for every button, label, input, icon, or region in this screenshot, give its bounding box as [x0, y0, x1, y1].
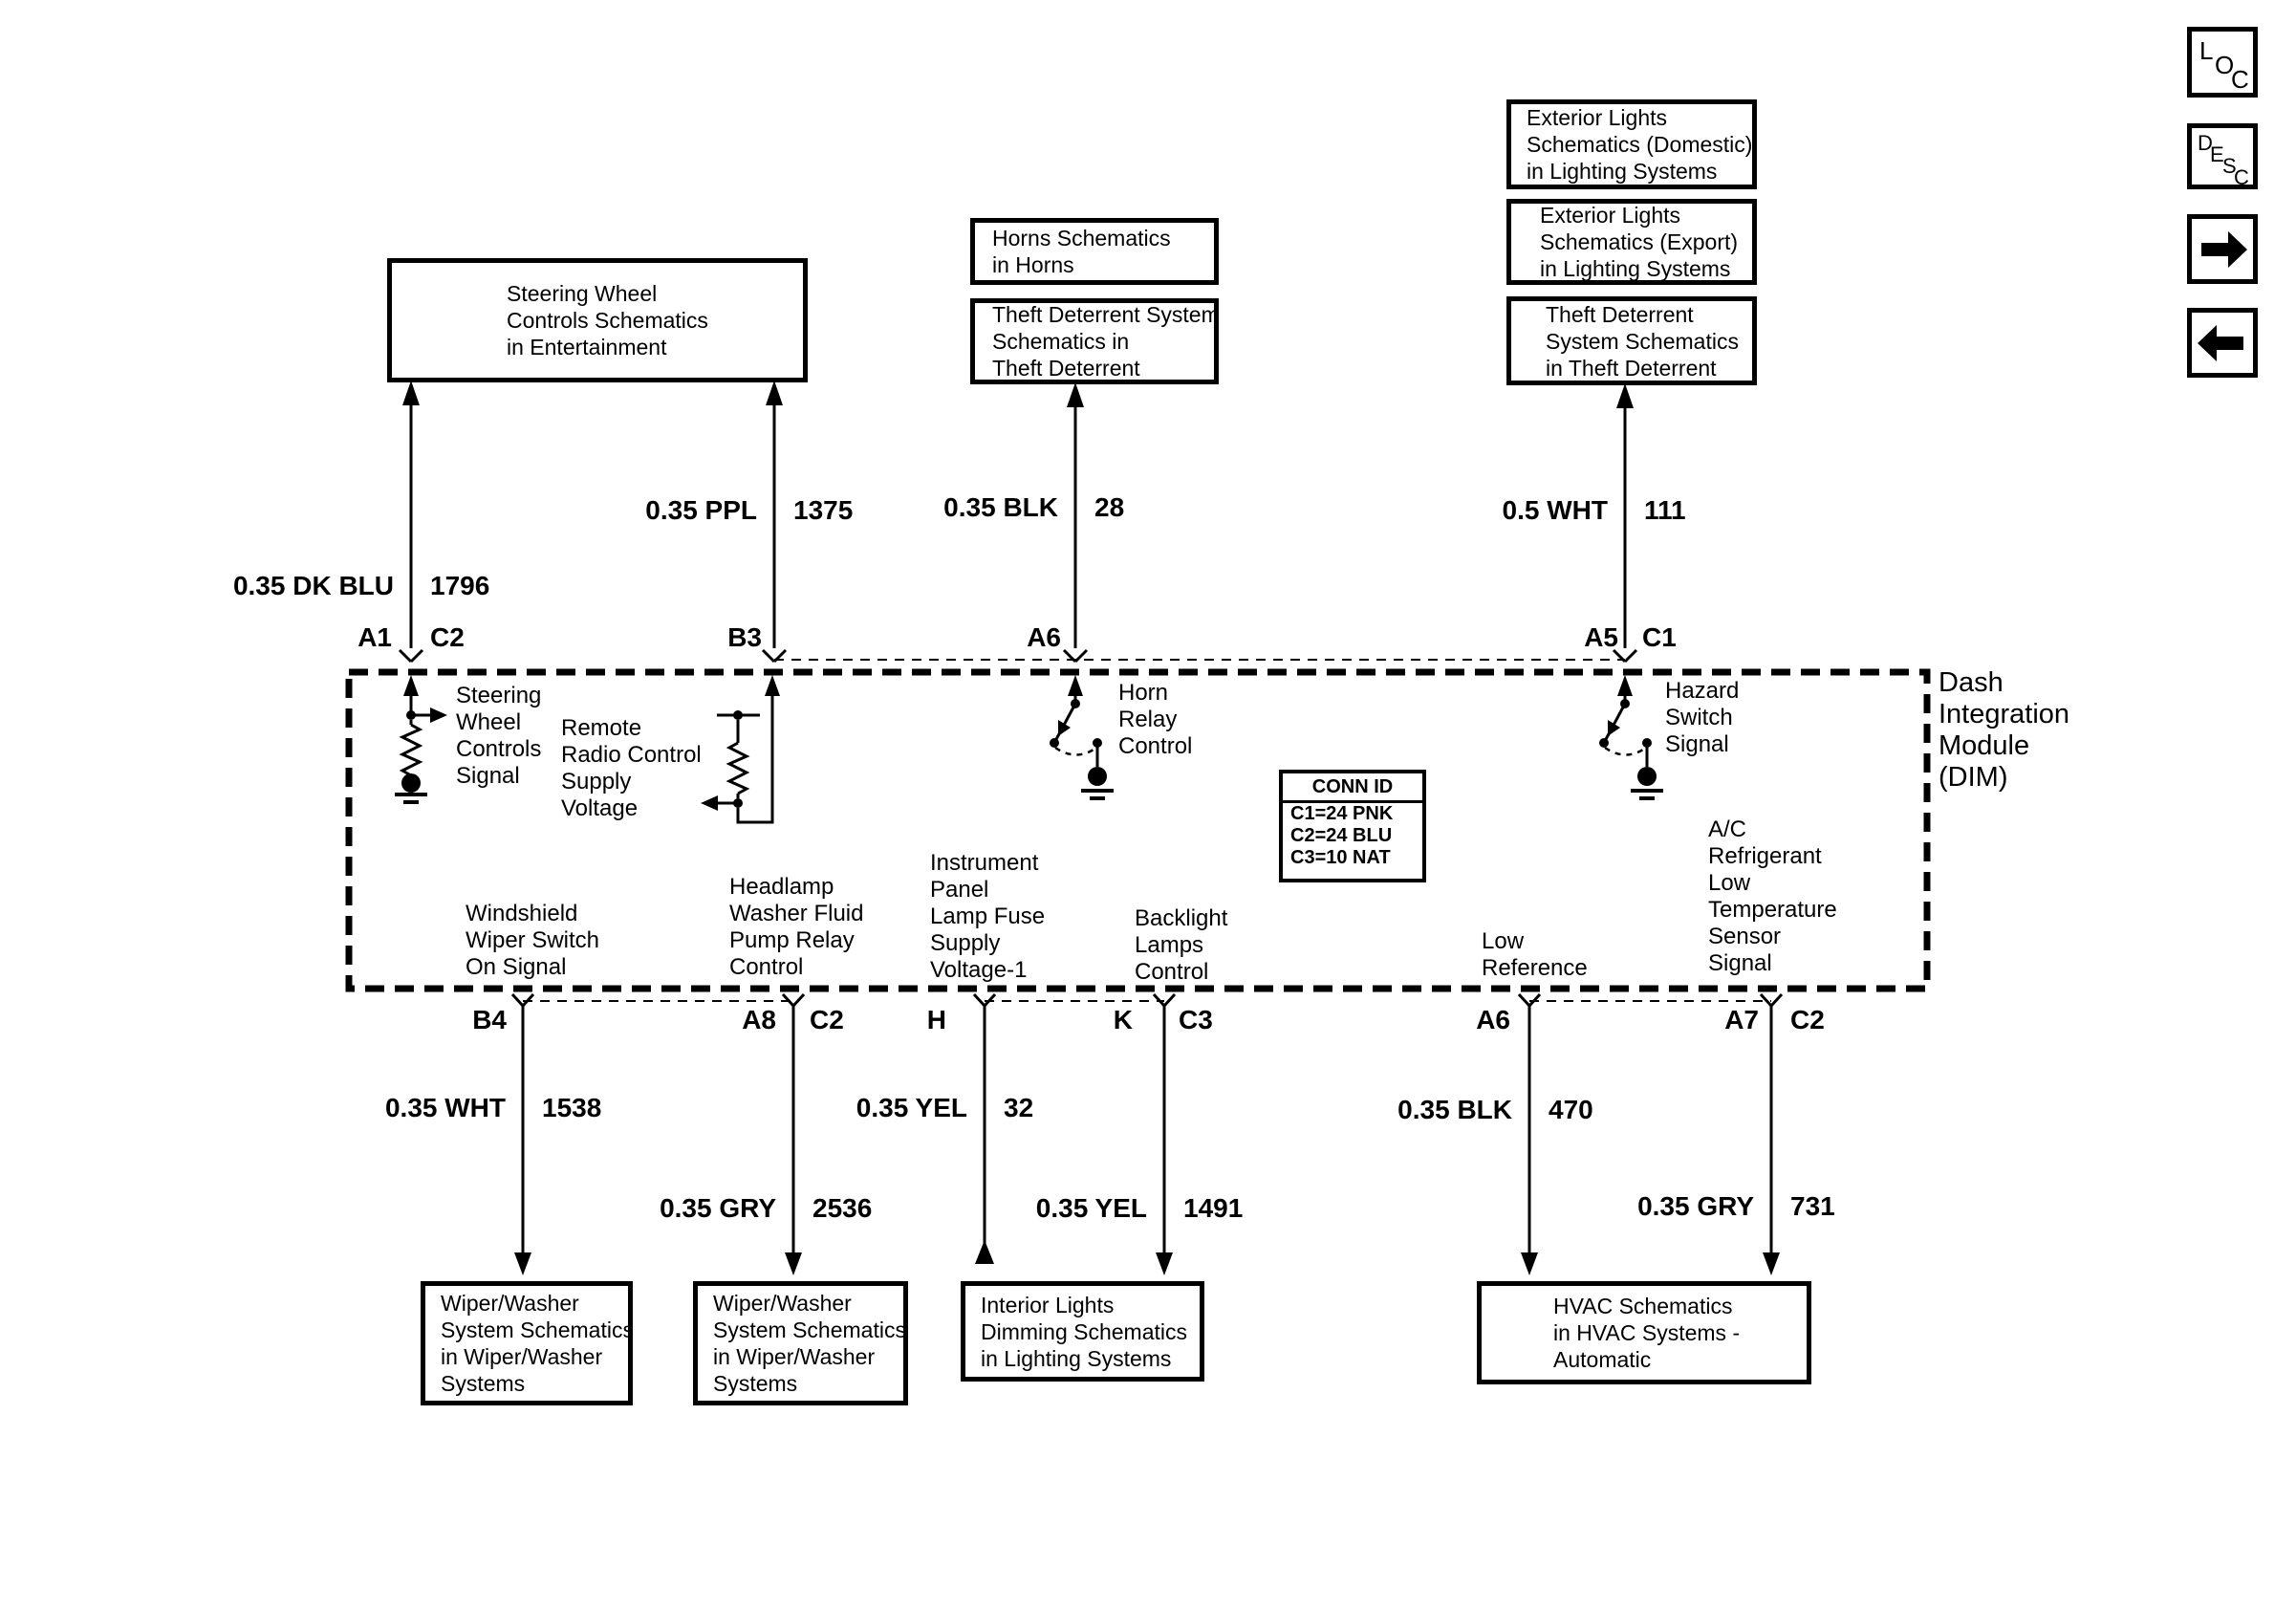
line: Controls Schematics	[507, 308, 708, 333]
line: Relay	[1118, 707, 1178, 732]
line: Low	[1482, 928, 1525, 954]
line: HVAC Schematics	[1553, 1294, 1733, 1318]
signal-label-remote-radio	[561, 715, 702, 822]
pin-label-a1: A1	[357, 622, 392, 652]
loc-button[interactable]	[2187, 27, 2258, 98]
wire-circuit-label: 1796	[430, 571, 490, 600]
signal-label-headlamp	[729, 874, 863, 981]
line: Low	[1708, 870, 1751, 896]
line: Horns Schematics	[992, 226, 1171, 250]
line: Systems	[713, 1371, 798, 1396]
previous-page-button[interactable]	[2187, 308, 2258, 378]
line: Pump Relay	[729, 927, 855, 953]
line: Panel	[930, 877, 989, 903]
junction-dot-remote-top	[733, 710, 743, 720]
wire-circuit-label: 1538	[542, 1093, 602, 1122]
pin-label-b4: B4	[472, 1005, 507, 1034]
horn-switch-dot-top	[1071, 699, 1080, 708]
wire-circuit-label: 111	[1644, 495, 1686, 525]
line: Schematics (Domestic)	[1527, 132, 1753, 157]
line: Hazard	[1665, 678, 1740, 704]
line: Voltage	[561, 795, 639, 821]
line: Supply	[930, 930, 1001, 956]
line: Switch	[1665, 705, 1733, 730]
desc-letter: C	[2234, 165, 2249, 189]
line: Instrument	[930, 850, 1039, 876]
horn-switch-dot-right	[1093, 738, 1102, 748]
desc-letter: S	[2222, 154, 2237, 178]
line: Schematics (Export)	[1540, 229, 1739, 254]
pin-label-b3: B3	[727, 622, 762, 652]
signal-label-low-reference	[1482, 928, 1588, 982]
desc-button[interactable]	[2187, 123, 2258, 189]
ref-box-hvac[interactable]	[1477, 1281, 1811, 1384]
ref-box-interior-lights-dimming[interactable]	[961, 1281, 1204, 1382]
line: System Schematics	[713, 1317, 906, 1342]
line: Supply	[561, 769, 632, 795]
conn-id-row: C3=10 NAT	[1290, 847, 1391, 868]
arrowhead-up-theft-mid	[1067, 382, 1084, 407]
line: in Wiper/Washer	[713, 1344, 876, 1369]
conn-label-c2: C2	[430, 622, 465, 652]
ground-dot-hazard	[1637, 767, 1657, 786]
line: Wheel	[456, 709, 522, 735]
line: Wiper Switch	[466, 927, 600, 953]
arrowhead-internal-a6	[1068, 675, 1083, 696]
signal-label-instrument	[930, 850, 1045, 984]
ref-box-horns[interactable]	[970, 218, 1219, 285]
line: Dash	[1939, 667, 2004, 698]
wire-circuit-label: 28	[1094, 492, 1125, 522]
line: On Signal	[466, 954, 567, 980]
wire-circuit-label: 1375	[793, 495, 854, 525]
horn-switch-arc	[1055, 748, 1096, 755]
line: Automatic	[1553, 1347, 1652, 1372]
wire-circuit-label: 470	[1549, 1095, 1593, 1124]
arrowhead-left-remote	[701, 795, 718, 811]
arrowhead-up-interior	[975, 1240, 994, 1264]
line: Theft Deterrent System	[992, 302, 1220, 327]
line: in Wiper/Washer	[441, 1344, 603, 1369]
wire-color-label: 0.35 BLK	[1397, 1095, 1512, 1124]
next-page-button[interactable]	[2187, 214, 2258, 284]
conn-label-c3: C3	[1179, 1005, 1213, 1034]
arrowhead-right-steering	[430, 708, 447, 723]
line: in Entertainment	[507, 335, 667, 359]
steering-resistor-circuit	[402, 694, 432, 775]
signal-label-horn-relay	[1118, 680, 1192, 760]
pin-label-a7: A7	[1724, 1005, 1759, 1034]
arrowhead-down-wiper-left	[514, 1252, 531, 1275]
conn-id-header: CONN ID	[1283, 773, 1422, 803]
arrow-right-icon	[2192, 219, 2253, 279]
wire-color-label: 0.35 GRY	[660, 1193, 776, 1223]
ref-box-theft-deterrent-mid[interactable]	[970, 298, 1219, 384]
line: Temperature	[1708, 897, 1837, 923]
wire-color-label: 0.35 BLK	[943, 492, 1058, 522]
line: Remote	[561, 715, 642, 741]
line: System Schematics	[1546, 328, 1739, 354]
pin-label-k: K	[1113, 1005, 1133, 1034]
pin-label-a8: A8	[742, 1005, 776, 1034]
line: Headlamp	[729, 874, 834, 900]
wire-circuit-label: 731	[1790, 1191, 1835, 1221]
ref-box-wiper-washer-left[interactable]	[421, 1281, 633, 1405]
line: in Lighting Systems	[1527, 159, 1718, 184]
line: (DIM)	[1939, 762, 2008, 793]
signal-label-backlight	[1135, 905, 1227, 986]
line: Theft Deterrent	[992, 356, 1140, 381]
line: Sensor	[1708, 924, 1782, 949]
arrowhead-down-interior	[1156, 1252, 1173, 1275]
line: Steering	[456, 683, 542, 708]
line: Steering Wheel	[507, 281, 658, 306]
wire-color-label: 0.35 PPL	[645, 495, 757, 525]
signal-label-windshield	[466, 901, 599, 981]
wire-color-label: 0.35 YEL	[1035, 1193, 1147, 1223]
wire-circuit-label: 2536	[812, 1193, 873, 1223]
pin-label-a6-top: A6	[1027, 622, 1061, 652]
ref-box-exterior-lights-domestic[interactable]	[1506, 99, 1757, 189]
wire-color-label: 0.35 WHT	[384, 1093, 506, 1122]
line: Theft Deterrent	[1546, 301, 1694, 327]
hazard-switch-dot-right	[1642, 738, 1652, 748]
loc-letter: O	[2215, 51, 2235, 79]
conn-label-c2-a7: C2	[1790, 1005, 1825, 1034]
signal-label-hazard-switch	[1665, 678, 1739, 758]
line: Signal	[1708, 950, 1772, 976]
line: Lamp Fuse	[930, 903, 1046, 929]
loc-letter: L	[2199, 36, 2214, 65]
wire-color-label: 0.35 DK BLU	[232, 571, 394, 600]
wire-circuit-label: 32	[1004, 1093, 1034, 1122]
signal-label-ac-refrigerant	[1708, 816, 1837, 977]
arrowhead-internal-b3	[765, 675, 780, 696]
line: Reference	[1482, 955, 1588, 981]
conn-id-row: C1=24 PNK	[1290, 803, 1394, 824]
ref-box-exterior-lights-export[interactable]	[1506, 199, 1757, 285]
hazard-switch-arc	[1605, 748, 1646, 755]
ref-box-theft-deterrent-right[interactable]	[1506, 296, 1757, 385]
line: Signal	[456, 763, 520, 789]
line: Horn	[1118, 680, 1169, 706]
line: Refrigerant	[1708, 843, 1822, 869]
line: Interior Lights	[981, 1292, 1115, 1317]
line: Wiper/Washer	[441, 1291, 579, 1316]
ground-symbol-horn	[1081, 791, 1114, 798]
module-title-dim	[1939, 667, 2069, 794]
wire-circuit-label: 1491	[1183, 1193, 1244, 1223]
signal-label-steering	[456, 683, 541, 790]
line: Windshield	[466, 901, 578, 926]
ref-box-steering-wheel-controls[interactable]	[387, 258, 808, 382]
pin-label-a6-bottom: A6	[1476, 1005, 1510, 1034]
junction-dot-remote-bottom	[733, 798, 743, 808]
line: A/C	[1708, 816, 1747, 842]
line: Washer Fluid	[729, 901, 864, 926]
hazard-switch-dot-left	[1599, 738, 1609, 748]
remote-radio-resistor-circuit	[716, 694, 772, 822]
line: Dimming Schematics	[981, 1318, 1187, 1344]
line: in Lighting Systems	[981, 1345, 1172, 1371]
ref-box-wiper-washer-right[interactable]	[693, 1281, 908, 1405]
arrowhead-down-hvac2	[1763, 1252, 1780, 1275]
line: Control	[729, 954, 804, 980]
line: Lamps	[1135, 932, 1204, 958]
line: Backlight	[1135, 905, 1228, 931]
line: System Schematics	[441, 1317, 634, 1342]
conn-label-c2-bottom: C2	[810, 1005, 844, 1034]
horn-switch-dot-left	[1050, 738, 1059, 748]
arrow-left-icon	[2192, 313, 2253, 373]
line: Exterior Lights	[1540, 203, 1681, 228]
arrowhead-up-theft-right	[1616, 383, 1634, 408]
arrowhead-up-steering1	[402, 381, 420, 405]
pin-label-a5: A5	[1584, 622, 1618, 652]
pin-label-h: H	[926, 1005, 946, 1034]
wire-color-label: 0.35 GRY	[1637, 1191, 1754, 1221]
line: Voltage-1	[930, 957, 1028, 983]
line: in Theft Deterrent	[1546, 355, 1717, 381]
desc-letter: D	[2198, 131, 2213, 155]
arrowhead-down-wiper-right	[785, 1252, 802, 1275]
junction-dot-steering	[406, 710, 416, 720]
conn-id-row: C2=24 BLU	[1290, 825, 1393, 846]
line: Systems	[441, 1371, 526, 1396]
hazard-switch-dot-top	[1620, 699, 1630, 708]
line: in Horns	[992, 252, 1074, 277]
line: Wiper/Washer	[713, 1291, 852, 1316]
ground-symbol-hazard	[1631, 791, 1663, 798]
wire-color-label: 0.35 YEL	[856, 1093, 967, 1122]
desc-letter: E	[2210, 142, 2224, 166]
wire-color-label: 0.5 WHT	[1502, 495, 1608, 525]
arrowhead-internal-a5	[1617, 675, 1633, 696]
line: in Lighting Systems	[1540, 256, 1731, 281]
loc-letter: C	[2231, 65, 2249, 94]
line: Exterior Lights	[1527, 105, 1668, 130]
conn-id-table	[1279, 770, 1426, 882]
line: Control	[1135, 959, 1209, 985]
arrowhead-up-steering2	[766, 381, 783, 405]
line: Module	[1939, 730, 2030, 761]
line: Schematics in	[992, 329, 1130, 354]
arrowhead-internal-a1	[403, 675, 419, 696]
line: Control	[1118, 733, 1193, 759]
arrowhead-down-hvac1	[1521, 1252, 1538, 1275]
ground-dot-steering	[401, 773, 421, 793]
line: Controls	[456, 736, 542, 762]
line: Radio Control	[561, 742, 702, 768]
line: Integration	[1939, 699, 2070, 729]
ground-dot-horn	[1088, 767, 1107, 786]
conn-label-c1: C1	[1642, 622, 1677, 652]
line: Signal	[1665, 731, 1729, 757]
ground-symbol-steering	[395, 795, 427, 802]
connector-fork-a1	[400, 650, 422, 662]
line: in HVAC Systems -	[1553, 1320, 1741, 1345]
